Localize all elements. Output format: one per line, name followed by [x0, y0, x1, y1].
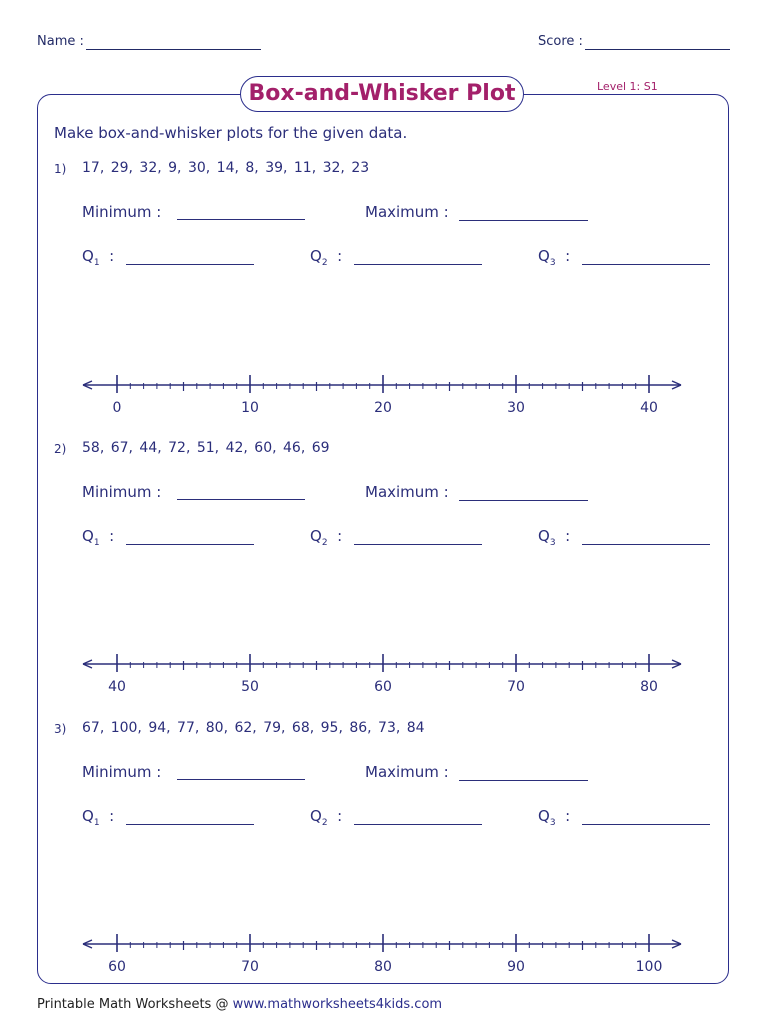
maximum-label: Maximum :: [365, 483, 449, 501]
q1-label: $Q_1$ :: [82, 247, 115, 268]
maximum-answer-line[interactable]: [459, 780, 588, 781]
minimum-label: Minimum :: [82, 763, 162, 781]
worksheet-frame: [37, 94, 729, 984]
worksheet-title: Box-and-Whisker Plot: [240, 76, 524, 112]
q1-label: $Q_1$ :: [82, 807, 115, 828]
footer: [37, 997, 442, 1012]
tick-label: 30: [507, 400, 525, 416]
name-field[interactable]: [86, 49, 261, 50]
score-label: Score :: [538, 34, 583, 49]
number-line: [70, 649, 700, 699]
tick-label: 70: [507, 679, 525, 695]
q1-answer-line[interactable]: [126, 264, 254, 265]
minimum-label: Minimum :: [82, 483, 162, 501]
tick-label: 70: [241, 959, 259, 975]
minimum-answer-line[interactable]: [177, 499, 305, 500]
tick-label: 80: [640, 679, 658, 695]
tick-label: 90: [507, 959, 525, 975]
number-line: [70, 370, 700, 420]
q3-answer-line[interactable]: [582, 824, 710, 825]
tick-label: 40: [640, 400, 658, 416]
tick-label: 60: [108, 959, 126, 975]
minimum-answer-line[interactable]: [177, 779, 305, 780]
minimum-label: Minimum :: [82, 203, 162, 221]
q2-answer-line[interactable]: [354, 824, 482, 825]
tick-label: 10: [241, 400, 259, 416]
q2-answer-line[interactable]: [354, 544, 482, 545]
q1-answer-line[interactable]: [126, 824, 254, 825]
score-field[interactable]: [585, 49, 730, 50]
tick-label: 0: [112, 400, 122, 416]
q3-label: $Q_3$ :: [538, 527, 571, 548]
tick-label: 80: [374, 959, 392, 975]
maximum-answer-line[interactable]: [459, 500, 588, 501]
q3-label: $Q_3$ :: [538, 247, 571, 268]
q2-label: $Q_2$ :: [310, 807, 343, 828]
footer-link[interactable]: www.mathworksheets4kids.com: [232, 997, 443, 1012]
problem-data: 67, 100, 94, 77, 80, 62, 79, 68, 95, 86, 73, 84: [82, 720, 425, 736]
tick-label: 60: [374, 679, 392, 695]
problem-number: 3): [54, 722, 67, 736]
q1-label: $Q_1$ :: [82, 527, 115, 548]
name-label: Name :: [37, 34, 84, 49]
q3-answer-line[interactable]: [582, 544, 710, 545]
tick-label: 100: [635, 959, 663, 975]
maximum-answer-line[interactable]: [459, 220, 588, 221]
problem-data: 58, 67, 44, 72, 51, 42, 60, 46, 69: [82, 440, 330, 456]
number-line: [70, 929, 700, 979]
q3-label: $Q_3$ :: [538, 807, 571, 828]
q2-answer-line[interactable]: [354, 264, 482, 265]
tick-label: 40: [108, 679, 126, 695]
tick-label: 20: [374, 400, 392, 416]
footer-text: Printable Math Worksheets @: [37, 997, 229, 1012]
maximum-label: Maximum :: [365, 203, 449, 221]
q3-answer-line[interactable]: [582, 264, 710, 265]
maximum-label: Maximum :: [365, 763, 449, 781]
level-label: Level 1: S1: [597, 80, 658, 93]
problem-number: 2): [54, 442, 67, 456]
problem-number: 1): [54, 162, 67, 176]
tick-label: 50: [241, 679, 259, 695]
q2-label: $Q_2$ :: [310, 527, 343, 548]
problem-data: 17, 29, 32, 9, 30, 14, 8, 39, 11, 32, 23: [82, 160, 370, 176]
instructions: Make box-and-whisker plots for the given data.: [54, 124, 408, 142]
minimum-answer-line[interactable]: [177, 219, 305, 220]
q2-label: $Q_2$ :: [310, 247, 343, 268]
q1-answer-line[interactable]: [126, 544, 254, 545]
